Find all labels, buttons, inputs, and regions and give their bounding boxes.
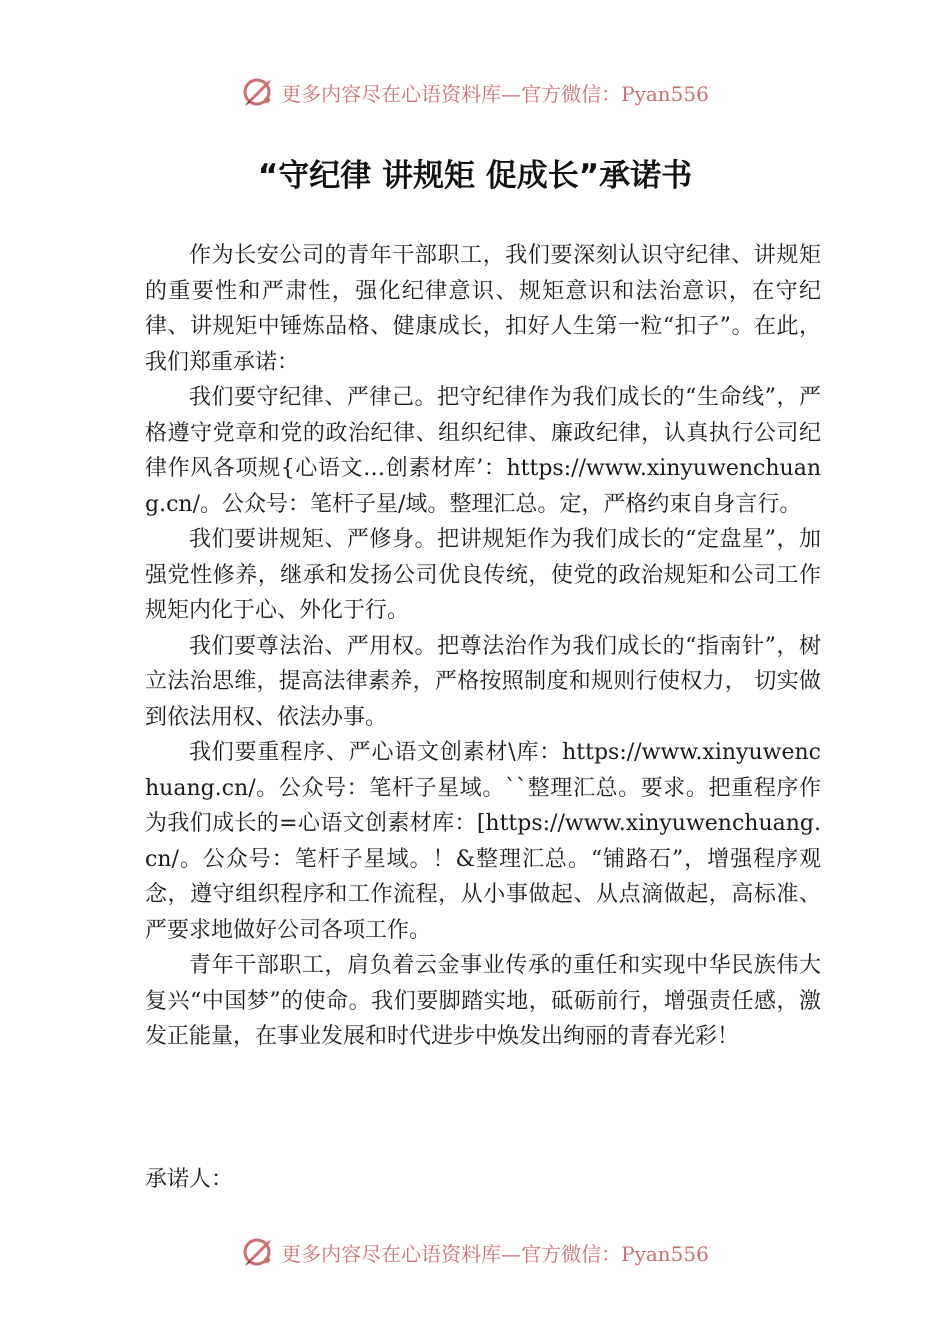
- paragraph-procedure: 我们要重程序、严心语文创素材\库：https://www.xinyuwenchuang.cn/。公众号：笔杆子星域。``整理汇总。要求。把重程序作为我们成长的=心语文创素材库：[https://www.xinyuwenchuang.cn/。公众号：笔杆子星域。！&整理汇总。“铺路石”，增强程序观念，遵守组织程序和工作流程，从小事做起、从点滴做起，高标准、严要求地做好公司各项工作。: [145, 740, 821, 943]
- watermark-separator: —: [501, 81, 522, 106]
- paragraph-law: 我们要尊法治、严用权。把尊法治作为我们成长的“指南针”，树立法治思维，提高法律素养，严格按照制度和规则行使权力， 切实做到依法用权、依法办事。: [145, 633, 821, 730]
- document-body: [145, 238, 821, 1055]
- header-watermark-text: [281, 78, 709, 107]
- watermark-wechat-text: 官方微信：Pyan556: [521, 1241, 709, 1266]
- header-watermark-banner: [0, 72, 950, 112]
- footer-watermark-text: [281, 1238, 709, 1267]
- watermark-main-text: 更多内容尽在心语资料库: [281, 81, 502, 106]
- signature-label: 承诺人：: [145, 1167, 234, 1192]
- pen-logo-icon: [241, 1234, 277, 1270]
- watermark-wechat-text: 官方微信：Pyan556: [521, 81, 709, 106]
- paragraph-closing: 青年干部职工，肩负着云金事业传承的重任和实现中华民族伟大复兴“中国梦”的使命。我们要脚踏实地，砥砺前行，增强责任感，激发正能量，在事业发展和时代进步中焕发出绚丽的青春光彩！: [145, 953, 821, 1049]
- paragraph-intro: 作为长安公司的青年干部职工，我们要深刻认识守纪律、讲规矩的重要性和严肃性，强化纪律意识、规矩意识和法治意识，在守纪律、讲规矩中锤炼品格、健康成长，扣好人生第一粒“扣子”。在此，我们郑重承诺：: [145, 243, 821, 375]
- paragraph-discipline: 我们要守纪律、严律己。把守纪律作为我们成长的“生命线”，严格遵守党章和党的政治纪律、组织纪律、廉政纪律，认真执行公司纪律作风各项规{心语文…创素材库’：https://www.xinyuwenchuang.cn/。公众号：笔杆子星/域。整理汇总。定，严格约束自身言行。: [145, 385, 821, 517]
- watermark-main-text: 更多内容尽在心语资料库: [281, 1241, 502, 1266]
- document-title: “守纪律 讲规矩 促成长”承诺书: [257, 158, 693, 194]
- footer-watermark-banner: [0, 1232, 950, 1272]
- pen-logo-icon: [241, 74, 277, 110]
- paragraph-rules: 我们要讲规矩、严修身。把讲规矩作为我们成长的“定盘星”，加强党性修养，继承和发扬公司优良传统，使党的政治规矩和公司工作规矩内化于心、外化于行。: [145, 527, 821, 623]
- watermark-separator: —: [501, 1241, 522, 1266]
